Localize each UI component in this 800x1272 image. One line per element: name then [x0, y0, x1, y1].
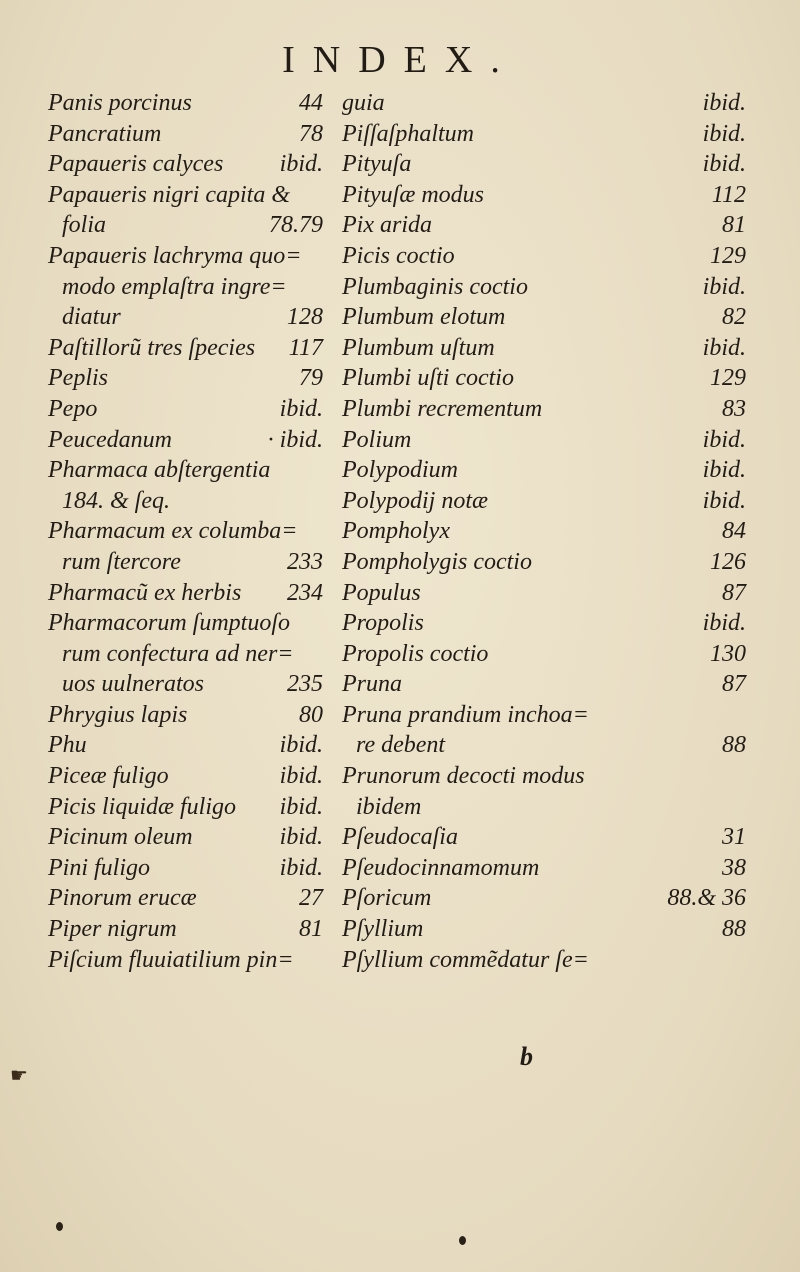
index-term: Propolis — [342, 610, 424, 637]
index-page-ref: 81 — [299, 916, 323, 943]
index-page-ref: ibid. — [279, 151, 323, 178]
index-term: Pityuſæ modus — [342, 181, 484, 208]
index-entry — [48, 333, 323, 364]
index-term: Pruna — [342, 671, 402, 698]
index-entry — [48, 761, 323, 792]
index-page-ref: 31 — [722, 824, 746, 851]
index-entry — [342, 853, 746, 884]
index-entry — [342, 639, 746, 670]
index-entry — [48, 792, 323, 823]
index-page-ref: ibid. — [279, 395, 323, 422]
index-page-ref: ibid. — [702, 610, 746, 637]
index-term: modo emplaſtra ingre= — [62, 273, 287, 300]
index-entry — [342, 486, 746, 517]
index-term: Pompholygis coctio — [342, 548, 532, 575]
index-page-ref: ibid. — [702, 151, 746, 178]
index-entry — [48, 822, 323, 853]
index-entry — [48, 210, 323, 241]
index-term: Picis coctio — [342, 242, 455, 269]
index-term: Picinum oleum — [48, 824, 193, 851]
index-page-ref: ibid. — [702, 457, 746, 484]
index-entry — [48, 455, 323, 486]
index-term: Papaueris lachryma quo= — [48, 242, 302, 269]
index-page-ref: 117 — [288, 334, 323, 361]
index-page-ref: 112 — [711, 181, 746, 208]
index-page-ref: · ibid. — [267, 426, 323, 453]
index-page-ref: 128 — [287, 304, 323, 331]
index-entry — [48, 883, 323, 914]
index-entry — [48, 363, 323, 394]
index-term: Prunorum decocti modus — [342, 763, 585, 790]
index-page-ref: ibid. — [279, 763, 323, 790]
index-term: Piceæ fuligo — [48, 763, 169, 790]
index-entry — [48, 700, 323, 731]
index-page-ref: 80 — [299, 701, 323, 728]
index-entry — [48, 853, 323, 884]
index-page-ref: 79 — [299, 365, 323, 392]
index-term: diatur — [62, 304, 121, 331]
index-entry — [48, 608, 323, 639]
index-term: folia — [62, 212, 107, 239]
index-entry — [342, 149, 746, 180]
index-page-ref: 82 — [722, 304, 746, 331]
index-term: Papaueris nigri capita & — [48, 181, 290, 208]
index-term: Pancratium — [48, 120, 162, 147]
index-page-ref: ibid. — [279, 732, 323, 759]
index-page-ref: 81 — [722, 212, 746, 239]
index-term: Pſeudocaſia — [342, 824, 458, 851]
index-entry — [48, 578, 323, 609]
index-term: Peplis — [48, 365, 108, 392]
index-term: Polypodij notæ — [342, 487, 488, 514]
index-term: Phu — [48, 732, 87, 759]
index-term: 184. & ſeq. — [62, 487, 170, 514]
index-entry — [342, 669, 746, 700]
index-page-ref: 130 — [710, 640, 746, 667]
index-entry — [342, 425, 746, 456]
index-page-ref: 126 — [710, 548, 746, 575]
index-page-ref: 44 — [299, 90, 323, 116]
index-page-ref: 78.79 — [269, 212, 323, 239]
index-entry — [48, 669, 323, 700]
index-entry — [342, 608, 746, 639]
index-entry — [48, 180, 323, 211]
index-page-ref: ibid. — [702, 334, 746, 361]
index-entry — [48, 914, 323, 945]
index-term: Panis porcinus — [48, 90, 192, 116]
index-entry — [48, 302, 323, 333]
index-page-ref: ibid. — [702, 487, 746, 514]
index-page-ref: 235 — [287, 671, 323, 698]
index-term: Propolis coctio — [342, 640, 489, 667]
index-page-ref: 27 — [299, 885, 323, 912]
index-term: Pharmacũ ex herbis — [48, 579, 242, 606]
index-term: Pruna prandium inchoa= — [342, 701, 589, 728]
index-entry — [342, 302, 746, 333]
index-entry — [342, 88, 746, 119]
index-entry — [342, 119, 746, 150]
index-term: Pepo — [48, 395, 98, 422]
index-term: Phrygius lapis — [48, 701, 188, 728]
index-term: Pharmacorum ſumptuoſo — [48, 610, 290, 637]
index-entry — [48, 241, 323, 272]
index-page-ref: 234 — [287, 579, 323, 606]
index-term: Papaueris calyces — [48, 151, 224, 178]
index-term: Plumbi uſti coctio — [342, 365, 514, 392]
index-page-ref: 129 — [710, 365, 746, 392]
index-page-ref: 78 — [299, 120, 323, 147]
index-entry — [48, 639, 323, 670]
ink-spot — [459, 1236, 466, 1245]
index-term: Piper nigrum — [48, 916, 177, 943]
index-page-ref: 88.& 36 — [667, 885, 746, 912]
index-entry — [48, 945, 323, 976]
pointing-hand-mark-icon: ☛ — [10, 1065, 28, 1087]
ink-spot — [56, 1222, 63, 1231]
index-entry — [342, 363, 746, 394]
index-term: Pharmaca abſtergentia — [48, 457, 271, 484]
index-entry — [48, 119, 323, 150]
index-page-ref: ibid. — [279, 793, 323, 820]
index-entry — [48, 425, 323, 456]
index-term: Pix arida — [342, 212, 432, 239]
index-term: Peucedanum — [48, 426, 172, 453]
index-entry — [48, 730, 323, 761]
index-page-ref: ibid. — [279, 824, 323, 851]
index-term: Pſoricum — [342, 885, 432, 912]
index-entry — [48, 394, 323, 425]
index-entry — [48, 149, 323, 180]
index-term: Plumbum elotum — [342, 304, 506, 331]
index-term: Paſtillorũ tres ſpecies — [48, 334, 256, 361]
index-entry — [342, 241, 746, 272]
index-page-ref: ibid. — [702, 273, 746, 300]
index-term: Pompholyx — [342, 518, 450, 545]
index-entry — [342, 333, 746, 364]
index-entry — [342, 180, 746, 211]
index-entry — [342, 394, 746, 425]
index-page-ref: 233 — [287, 548, 323, 575]
index-term: rum confectura ad ner= — [62, 640, 294, 667]
index-term: Plumbum uſtum — [342, 334, 495, 361]
index-page-ref: 84 — [722, 518, 746, 545]
index-page-ref: ibid. — [702, 426, 746, 453]
index-entry — [342, 883, 746, 914]
index-entry — [342, 945, 746, 976]
index-entry — [342, 210, 746, 241]
index-term: Pinorum erucæ — [48, 885, 197, 912]
index-term: Plumbi recrementum — [342, 395, 543, 422]
index-term: Pſyllium — [342, 916, 424, 943]
index-page-ref: 87 — [722, 579, 746, 606]
index-term: Polypodium — [342, 457, 458, 484]
index-term: Picis liquidæ fuligo — [48, 793, 237, 820]
index-term: Piſſaſphaltum — [342, 120, 474, 147]
index-term: rum ſtercore — [62, 548, 181, 575]
index-term: Pini fuligo — [48, 854, 150, 881]
index-term: Populus — [342, 579, 421, 606]
index-page-ref: 38 — [722, 854, 746, 881]
index-term: Pityuſa — [342, 151, 412, 178]
index-page-ref: ibid. — [702, 120, 746, 147]
index-entry — [342, 730, 746, 761]
index-entry — [342, 547, 746, 578]
index-entry — [342, 455, 746, 486]
index-entry — [342, 578, 746, 609]
index-term: Piſcium fluuiatilium pin= — [48, 946, 294, 973]
index-entry — [342, 914, 746, 945]
index-entry — [48, 516, 323, 547]
index-page-ref: 129 — [710, 242, 746, 269]
index-term: uos uulneratos — [62, 671, 205, 698]
index-entry — [48, 88, 323, 119]
index-entry — [342, 516, 746, 547]
index-term: ibidem — [356, 793, 422, 820]
index-entry — [342, 761, 746, 792]
index-term: Polium — [342, 426, 412, 453]
index-entry — [342, 272, 746, 303]
index-page-ref: 83 — [722, 395, 746, 422]
index-term: Pharmacum ex columba= — [48, 518, 298, 545]
index-page-ref: 88 — [722, 916, 746, 943]
left-index-column — [48, 88, 323, 975]
index-term: Pſeudocinnamomum — [342, 854, 540, 881]
signature-mark: b — [520, 1042, 533, 1071]
right-index-column — [342, 88, 746, 975]
index-page-ref: 88 — [722, 732, 746, 759]
index-term: Pſyllium commẽdatur ſe= — [342, 946, 589, 973]
index-entry — [48, 547, 323, 578]
index-entry — [48, 486, 323, 517]
index-entry — [342, 792, 746, 823]
index-page-ref: ibid. — [702, 90, 746, 116]
index-page-ref: 87 — [722, 671, 746, 698]
index-entry — [342, 822, 746, 853]
index-entry — [48, 272, 323, 303]
index-term: re debent — [356, 732, 446, 759]
index-term: guia — [342, 90, 385, 116]
page-title: INDEX. — [282, 39, 518, 81]
index-term: Plumbaginis coctio — [342, 273, 528, 300]
index-entry — [342, 700, 746, 731]
index-page-ref: ibid. — [279, 854, 323, 881]
